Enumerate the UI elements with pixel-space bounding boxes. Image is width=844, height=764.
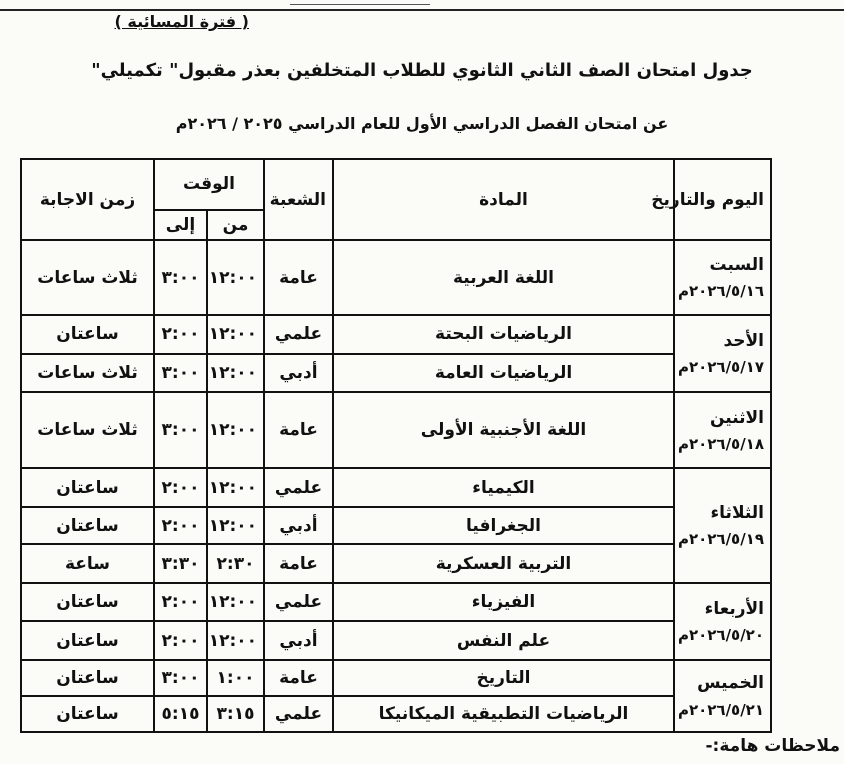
duration-cell: ثلاث ساعات [21,240,154,315]
notes-label: ملاحظات هامة:- [705,736,840,756]
header-duration: زمن الاجابة [21,159,154,240]
branch-cell: أدبي [264,621,333,660]
subject-cell: علم النفس [333,621,674,660]
from-cell: ١٢:٠٠ [207,621,264,660]
day-date: ٢٠٢٦/٥/١٦م [677,282,764,301]
to-cell: ٢:٠٠ [154,507,207,545]
duration-cell: ساعة [21,544,154,583]
day-date: ٢٠٢٦/٥/١٨م [677,434,764,453]
table-row [21,392,771,468]
duration-cell: ساعتان [21,621,154,660]
branch-cell: علمي [264,583,333,622]
header-branch: الشعبة [264,159,333,240]
table-row [21,240,771,315]
day-date: ٢٠٢٦/٥/١٧م [677,358,764,377]
to-cell: ٣:٠٠ [154,354,207,393]
from-cell: ١٢:٠٠ [207,354,264,393]
branch-cell: عامة [264,544,333,583]
subject-cell: الفيزياء [333,583,674,622]
from-cell: ٣:١٥ [207,696,264,732]
from-cell: ١٢:٠٠ [207,507,264,545]
header-from: من [207,210,264,240]
day-name: الخميس [697,673,764,694]
table-row [21,583,771,622]
day-cell [674,392,771,468]
to-cell: ٣:٠٠ [154,660,207,697]
header-subject: المادة [333,159,674,240]
duration-cell: ساعتان [21,315,154,354]
branch-cell: علمي [264,315,333,354]
header-time: الوقت [154,159,264,210]
table-row [21,468,771,507]
day-name: الاثنين [709,407,764,428]
duration-cell: ثلاث ساعات [21,354,154,393]
from-cell: ١٢:٠٠ [207,468,264,507]
table-row [21,354,771,393]
day-name: السبت [709,255,764,276]
day-cell [674,660,771,732]
duration-cell: ثلاث ساعات [21,392,154,468]
table-row [21,315,771,354]
branch-cell: عامة [264,392,333,468]
from-cell: ١٢:٠٠ [207,392,264,468]
to-cell: ٢:٠٠ [154,621,207,660]
top-rule [0,9,844,11]
subject-cell: التاريخ [333,660,674,697]
to-cell: ٥:١٥ [154,696,207,732]
to-cell: ٢:٠٠ [154,468,207,507]
table-row [21,660,771,697]
duration-cell: ساعتان [21,507,154,545]
day-name: الأحد [723,331,764,352]
branch-cell: أدبي [264,354,333,393]
top-rule-fragment [290,0,430,5]
header-to: إلى [154,210,207,240]
period-label: ( فترة المسائية ) [114,12,249,31]
day-cell [674,240,771,315]
duration-cell: ساعتان [21,660,154,697]
duration-cell: ساعتان [21,468,154,507]
page-subtitle: عن امتحان الفصل الدراسي الأول للعام الدراسي ٢٠٢٥ / ٢٠٢٦م [175,114,669,133]
table-row [21,621,771,660]
subject-cell: الرياضيات العامة [333,354,674,393]
duration-cell: ساعتان [21,583,154,622]
to-cell: ٣:٠٠ [154,392,207,468]
to-cell: ٣:٠٠ [154,240,207,315]
day-date: ٢٠٢٦/٥/١٩م [677,530,764,549]
branch-cell: عامة [264,240,333,315]
subject-cell: اللغة الأجنبية الأولى [333,392,674,468]
table-header-row [21,159,771,210]
from-cell: ٢:٣٠ [207,544,264,583]
branch-cell: عامة [264,660,333,697]
subject-cell: اللغة العربية [333,240,674,315]
header-day: اليوم والتاريخ [674,159,771,240]
day-cell [674,315,771,392]
from-cell: ١٢:٠٠ [207,315,264,354]
day-date: ٢٠٢٦/٥/٢٠م [677,625,764,644]
page-title: جدول امتحان الصف الثاني الثانوي للطلاب المتخلفين بعذر مقبول" تكميلي" [91,60,753,81]
day-name: الأربعاء [704,598,764,619]
exam-schedule-table [20,158,772,733]
subject-cell: الجغرافيا [333,507,674,545]
subject-cell: التربية العسكرية [333,544,674,583]
table-row [21,696,771,732]
subject-cell: الرياضيات التطبيقية الميكانيكا [333,696,674,732]
day-cell [674,468,771,583]
day-cell [674,583,771,660]
from-cell: ١٢:٠٠ [207,583,264,622]
branch-cell: علمي [264,696,333,732]
subject-cell: الكيمياء [333,468,674,507]
day-name: الثلاثاء [710,502,764,523]
day-date: ٢٠٢٦/٥/٢١م [677,700,764,719]
to-cell: ٣:٣٠ [154,544,207,583]
to-cell: ٢:٠٠ [154,315,207,354]
table-row [21,544,771,583]
from-cell: ١٢:٠٠ [207,240,264,315]
from-cell: ١:٠٠ [207,660,264,697]
to-cell: ٢:٠٠ [154,583,207,622]
branch-cell: علمي [264,468,333,507]
duration-cell: ساعتان [21,696,154,732]
subject-cell: الرياضيات البحتة [333,315,674,354]
branch-cell: أدبي [264,507,333,545]
table-row [21,507,771,545]
